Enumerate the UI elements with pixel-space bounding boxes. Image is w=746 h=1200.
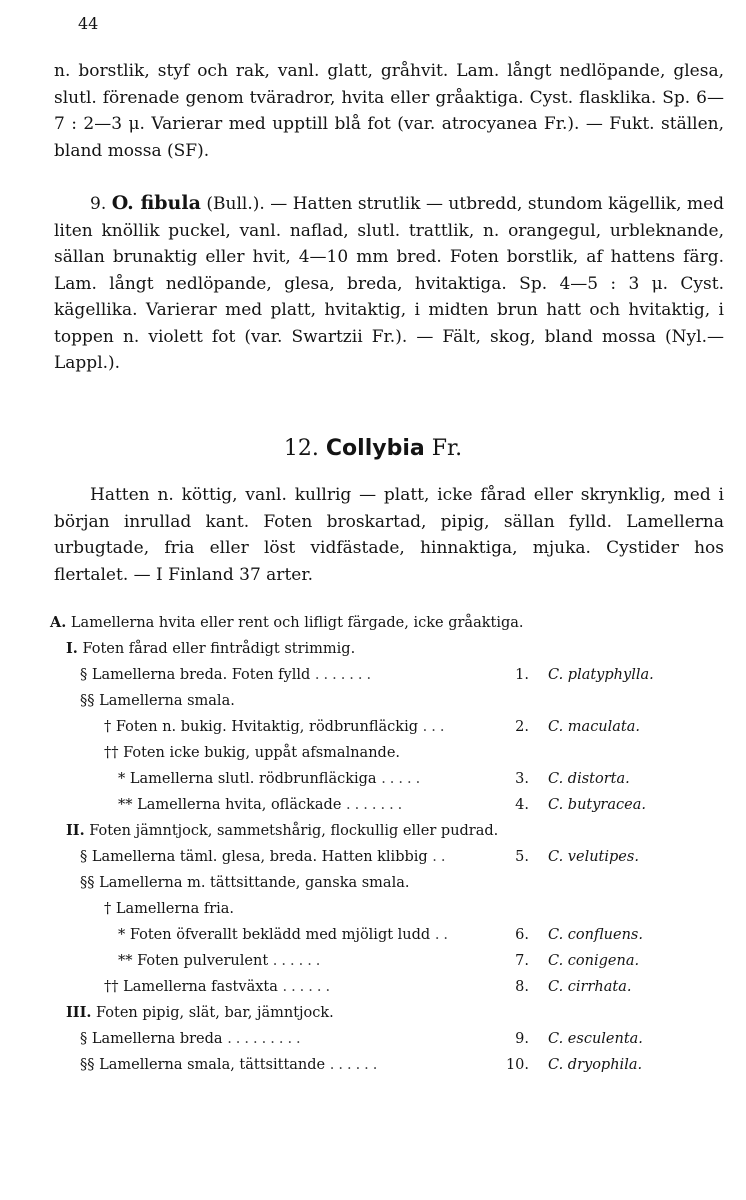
key-line: §§ Lamellerna m. tättsittande, ganska smala. <box>80 875 410 891</box>
genus-description: Hatten n. köttig, vanl. kullrig — platt, icke fårad eller skrynklig, med i början inrullad kant. Foten broskartad, pipig, sällan fylld. Lamellerna urbugtade, fria eller löst vidfästade, hinnaktiga, mjuka. Cystider hos flertalet. — I Finland 37 arter. <box>54 485 724 585</box>
key-line: I. Foten fårad eller fintrådigt strimmig. <box>66 640 356 657</box>
key-line: ** Lamellerna hvita, ofläckade ....... <box>118 797 407 813</box>
key-species-number: 9. <box>515 1031 529 1047</box>
genus-author: Fr. <box>431 436 463 461</box>
key-species-name: C. maculata. <box>548 719 641 735</box>
key-species-name: C. dryophila. <box>548 1057 643 1073</box>
key-line: †† Lamellerna fastväxta ...... <box>104 979 335 995</box>
key-species-number: 3. <box>515 771 529 787</box>
species-name: O. fibula <box>111 192 201 214</box>
key-species-name: C. distorta. <box>548 771 630 787</box>
species-number: 9. <box>90 194 107 214</box>
key-species-name: C. velutipes. <box>548 849 639 865</box>
species-description: (Bull.). — Hatten strutlik — utbredd, stundom kägellik, med liten knöllik puckel, vanl. naflad, slutl. trattlik, n. orangegul, urbleknande, sällan brunaktig eller hvit, 4—10 mm bred. Foten borstlik, af hattens färg. Lam. långt nedlöpande, glesa, breda, hvitaktiga. Sp. 4—5 : 3 μ. Cyst. kägellika. Varierar med platt, hvitaktig, i midten brun hatt och hvitaktig, i toppen n. violett fot (var. Swartzii Fr.). — Fält, skog, bland mossa (Nyl.—Lappl.). <box>54 194 725 373</box>
key-species-number: 4. <box>515 797 529 813</box>
genus-name: Collybia <box>325 436 425 461</box>
key-species-number: 5. <box>515 849 529 865</box>
key-line: †† Foten icke bukig, uppåt afsmalnande. <box>104 745 401 761</box>
key-species-name: C. conigena. <box>548 953 640 969</box>
key-line: §§ Lamellerna smala. <box>80 693 235 709</box>
genus-heading <box>0 436 746 461</box>
key-species-name: C. confluens. <box>548 927 643 943</box>
key-species-number: 8. <box>515 979 529 995</box>
key-line: II. Foten jämntjock, sammetshårig, flockullig eller pudrad. <box>66 822 499 839</box>
key-species-name: C. platyphylla. <box>548 667 654 683</box>
genus-number: 12. <box>283 436 319 461</box>
key-line: ** Foten pulverulent ...... <box>118 953 325 969</box>
key-line: † Foten n. bukig. Hvitaktig, rödbrunfläckig ... <box>104 719 449 735</box>
key-line: § Lamellerna breda. Foten fylld ....... <box>80 667 376 683</box>
key-species-number: 10. <box>505 1057 529 1073</box>
key-species-number: 2. <box>515 719 529 735</box>
key-species-number: 1. <box>515 667 529 683</box>
key-species-number: 6. <box>515 927 529 943</box>
key-line: §§ Lamellerna smala, tättsittande ...... <box>80 1057 382 1073</box>
key-species-name: C. esculenta. <box>548 1031 643 1047</box>
paragraph-species-continuation: n. borstlik, styf och rak, vanl. glatt, gråhvit. Lam. långt nedlöpande, glesa, slutl. förenade genom tväradror, hvita eller gråaktiga. Cyst. flasklika. Sp. 6—7 : 2—3 μ. Varierar med upptill blå fot (var. atrocyanea Fr.). — Fukt. ställen, bland mossa (SF). <box>54 61 724 161</box>
species-entry-9 <box>54 190 724 377</box>
key-line: * Foten öfverallt beklädd med mjöligt ludd .. <box>118 927 453 943</box>
key-species-number: 7. <box>515 953 529 969</box>
key-line: A. Lamellerna hvita eller rent och lifligt färgade, icke gråaktiga. <box>50 614 524 631</box>
key-line: III. Foten pipig, slät, bar, jämntjock. <box>66 1004 334 1021</box>
key-line: * Lamellerna slutl. rödbrunfläckiga ..... <box>118 771 425 787</box>
key-species-name: C. cirrhata. <box>548 979 632 995</box>
key-line: § Lamellerna täml. glesa, breda. Hatten klibbig .. <box>80 849 450 865</box>
page-number: 44 <box>78 14 99 33</box>
key-line: § Lamellerna breda ......... <box>80 1031 305 1047</box>
key-species-name: C. butyracea. <box>548 797 646 813</box>
key-line: † Lamellerna fria. <box>104 901 235 917</box>
